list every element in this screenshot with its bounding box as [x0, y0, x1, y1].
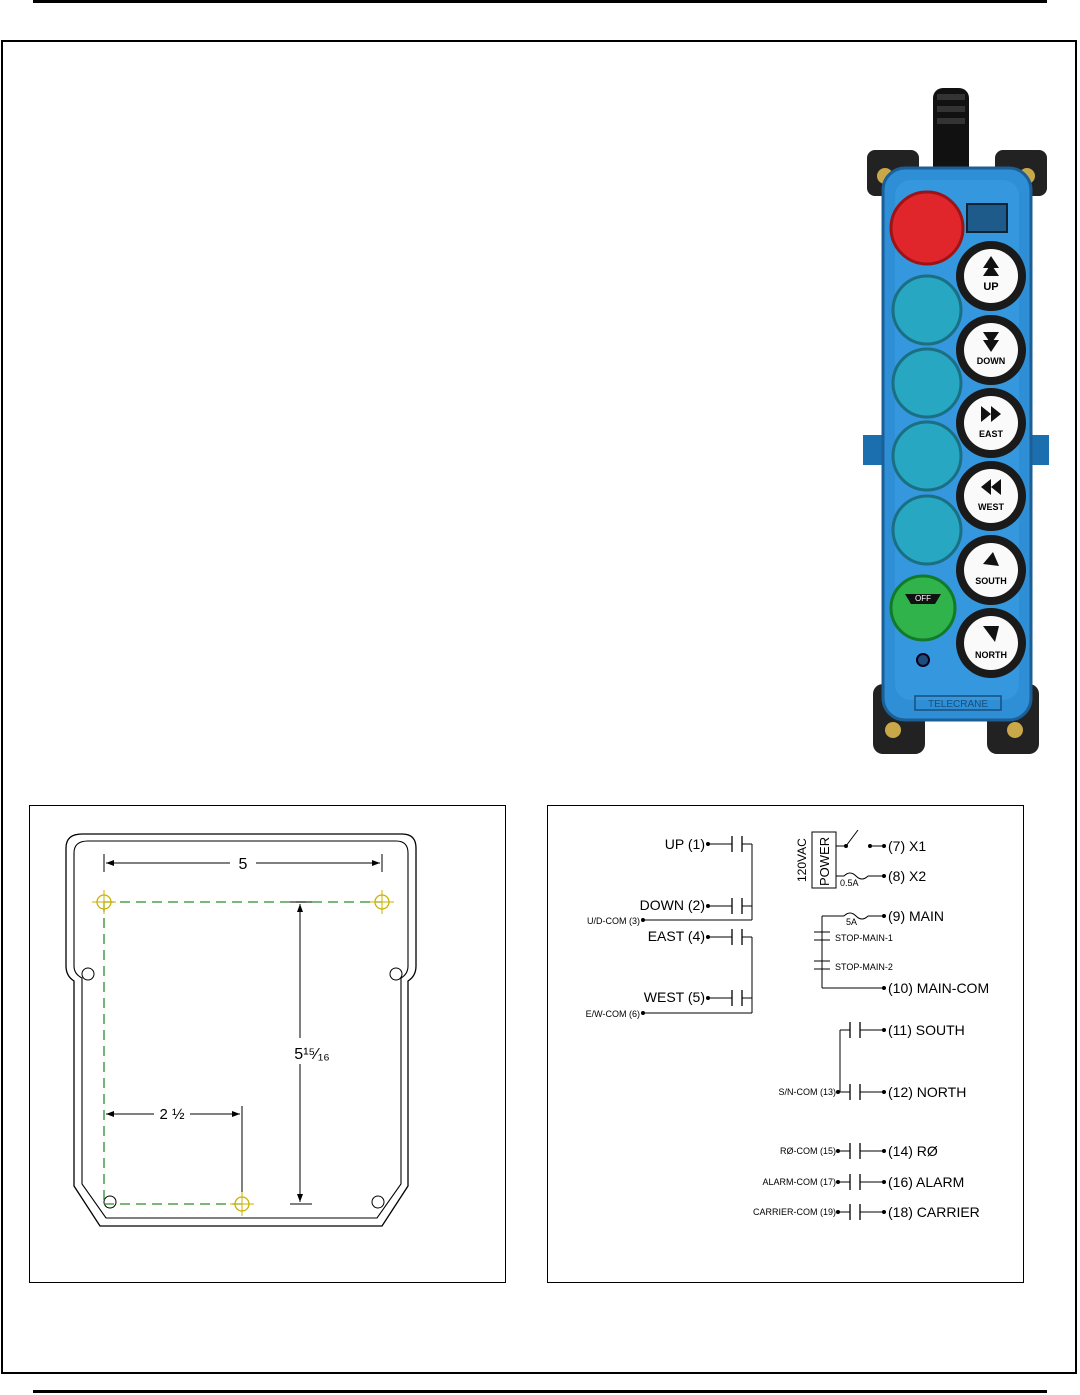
- aux-button-3[interactable]: [893, 422, 961, 490]
- emergency-stop-button[interactable]: [891, 192, 963, 264]
- aux-button-2[interactable]: [893, 349, 961, 417]
- west-contact-label: WEST (5): [643, 989, 705, 1005]
- up-button[interactable]: [956, 241, 1026, 311]
- x1-label: (7) X1: [888, 838, 927, 854]
- main-fuse-label: 5A: [846, 917, 858, 927]
- ew-com-label: E/W-COM (6): [585, 1009, 640, 1019]
- off-label: OFF: [915, 594, 931, 603]
- north-output-label: (12) NORTH: [888, 1084, 967, 1100]
- offset-dimension: 2 ½: [159, 1106, 185, 1123]
- power-label: POWER: [817, 836, 832, 886]
- east-label: EAST: [978, 429, 1004, 439]
- down-label: DOWN: [976, 356, 1006, 366]
- enclosure-outline: [66, 834, 416, 1226]
- height-dimension: 5¹⁵⁄₁₆: [294, 1046, 330, 1063]
- stop-main-2-label: STOP-MAIN-2: [835, 962, 893, 972]
- aux-button-4[interactable]: [893, 496, 961, 564]
- west-button[interactable]: [956, 461, 1026, 531]
- brand-label: TELECRANE: [927, 699, 989, 710]
- main-label: (9) MAIN: [888, 908, 944, 924]
- north-button[interactable]: [956, 608, 1026, 678]
- alarm-output-label: (16) ALARM: [888, 1174, 965, 1190]
- north-label: NORTH: [975, 650, 1007, 660]
- south-output-label: (11) SOUTH: [888, 1022, 965, 1038]
- carrier-output-label: (18) CARRIER: [888, 1204, 980, 1220]
- off-key-switch[interactable]: [891, 576, 955, 640]
- fuse-x2-label: 0.5A: [840, 878, 859, 888]
- voltage-label: 120VAC: [795, 838, 809, 882]
- carrier-com-label: CARRIER-COM (19): [752, 1207, 836, 1217]
- bottom-rule: [33, 1390, 1047, 1393]
- up-label: UP: [983, 281, 999, 293]
- aux-button-1[interactable]: [893, 276, 961, 344]
- up-contact-label: UP (1): [664, 836, 705, 852]
- east-contact-label: EAST (4): [647, 928, 705, 944]
- mounting-drawing-panel: [29, 805, 506, 1283]
- wiring-diagram-panel: [547, 805, 1024, 1283]
- remote-pendant: [855, 80, 1065, 770]
- mount-hole-top-left: [92, 890, 116, 914]
- stop-main-1-label: STOP-MAIN-1: [835, 933, 893, 943]
- mount-hole-bottom: [230, 1192, 254, 1216]
- width-dimension: 5: [238, 856, 248, 873]
- ro-output-label: (14) RØ: [888, 1143, 938, 1159]
- down-button[interactable]: [956, 315, 1026, 385]
- down-contact-label: DOWN (2): [639, 897, 705, 913]
- west-label: WEST: [978, 502, 1004, 512]
- east-button[interactable]: [956, 388, 1026, 458]
- x2-label: (8) X2: [888, 868, 927, 884]
- mount-hole-top-right: [370, 890, 394, 914]
- alarm-com-label: ALARM-COM (17): [762, 1177, 836, 1187]
- main-com-label: (10) MAIN-COM: [888, 980, 990, 996]
- ro-com-label: RØ-COM (15): [780, 1146, 836, 1156]
- south-label: SOUTH: [975, 576, 1007, 586]
- sn-com-label: S/N-COM (13): [778, 1087, 836, 1097]
- ud-com-label: U/D-COM (3): [587, 916, 640, 926]
- top-rule: [33, 0, 1047, 3]
- south-button[interactable]: [956, 535, 1026, 605]
